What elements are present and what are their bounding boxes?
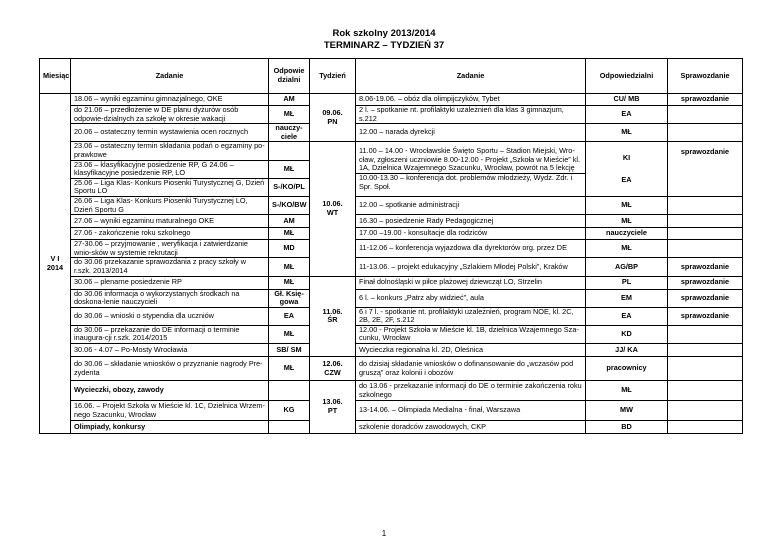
left-task-cell: 30.06 - 4.07 – Po-Mosty Wrocławia — [71, 344, 269, 357]
right-task-entry: 10.00-13.30 – konferencja dot. problemów młodzieży, Wydz. Zdr. i Spr. Społ. — [356, 173, 585, 191]
document-title: Rok szkolny 2013/2014 — [332, 28, 436, 39]
table-row — [40, 228, 743, 240]
right-task-cell: 16.30 – posiedzenie Rady Pedagogicznej — [356, 215, 586, 228]
left-responsible-cell: Gł. Księ-gowa — [269, 289, 310, 307]
week-day: PT — [327, 406, 338, 416]
report-cell: sprawozdanie — [668, 258, 743, 276]
right-responsible-cell: MŁ — [586, 381, 668, 401]
table-row — [40, 381, 743, 401]
right-responsible-cell: PL — [586, 276, 668, 289]
col-header-task-right: Zadanie — [356, 59, 586, 94]
right-responsible-cell: KD — [586, 325, 668, 343]
table-row — [40, 258, 743, 276]
week-day: PN — [327, 116, 338, 126]
left-responsible-cell: S-/KO/PL — [269, 178, 310, 196]
left-task-cell: 27-30.06 – przyjmowanie , weryfikacja i zatwierdzanie wnio-sków w systemie rekrutacji — [71, 240, 269, 258]
right-task-cell: 17.00 –19.00 - konsultacje dla rodziców — [356, 228, 586, 240]
report-cell — [668, 421, 743, 434]
month-cell — [40, 94, 71, 434]
right-responsible-cell: JJ/ KA — [586, 344, 668, 357]
week-day-cell — [310, 357, 356, 381]
left-task-cell: Wycieczki, obozy, zawody — [71, 381, 269, 401]
right-responsible-cell: nauczyciele — [586, 228, 668, 240]
left-responsible-cell — [269, 421, 310, 434]
right-responsible-entry: EA — [621, 175, 632, 185]
right-task-cell: 11-12.06 – konferencja wyjazdowa dla dyrektorów org. przez DE — [356, 240, 586, 258]
left-task-cell: do 30.06 – przekazanie do DE informacji o terminie inaugura-cji r.szk. 2014/2015 — [71, 325, 269, 343]
table-row — [40, 276, 743, 289]
report-cell — [668, 196, 743, 214]
table-row — [40, 240, 743, 258]
left-task-cell: do 30.06 – składanie wniosków o przyznanie nagrody Pre-zydenta — [71, 357, 269, 381]
left-responsible-cell: AM — [269, 94, 310, 106]
left-task-cell: Olimpiady, konkursy — [71, 421, 269, 434]
left-task-cell: 25.06 – Liga Klas- Konkurs Piosenki Turystycznej G, Dzień Sportu LO — [71, 178, 269, 196]
report-cell: sprawozdanie — [668, 307, 743, 325]
week-day-cell — [310, 142, 356, 276]
left-responsible-cell — [269, 381, 310, 401]
right-task-cell: szkolenie doradców zawodowych, CKP — [356, 421, 586, 434]
left-task-cell: 16.06. – Projekt Szkoła w Mieście kl. 1C, Dzielnica Wrzem-nego Szacunku, Wrocław — [71, 401, 269, 421]
right-responsible-cell: EM — [586, 289, 668, 307]
left-task-cell: 27.06 – wyniki egzaminu maturalnego OKE — [71, 215, 269, 228]
col-header-report: Sprawozdanie — [668, 59, 743, 94]
left-responsible-cell: MŁ — [269, 325, 310, 343]
col-header-task-left: Zadanie — [71, 59, 269, 94]
week-date: 09.06. — [322, 108, 343, 118]
table-row — [40, 421, 743, 434]
week-day-cell — [310, 276, 356, 357]
left-responsible-cell: EA — [269, 307, 310, 325]
table-row — [40, 357, 743, 381]
right-task-cell: 6 i 7 l. - spotkanie nt. profilaktyki uzależnień, program NOE, kl. 2C, 2B, 2E, 2F, s.212 — [356, 307, 586, 325]
col-header-month: Miesiąc — [40, 59, 71, 94]
right-task-cell: do 13.06 - przekazanie informacji do DE o terminie zakończenia roku szkolnego — [356, 381, 586, 401]
left-responsible-cell: MŁ — [269, 106, 310, 124]
right-task-cell: Finał dolnośląski w piłce plażowej dziewcząt LO, Strzelin — [356, 276, 586, 289]
week-date: 11.06. — [322, 306, 343, 316]
report-cell — [668, 325, 743, 343]
right-task-cell: 8.06-19.06. – obóz dla olimpijczyków, Tybet — [356, 94, 586, 106]
week-date: 12.06. — [322, 358, 343, 368]
table-row — [40, 401, 743, 421]
right-task-cell: 12.00 – spotkanie administracji — [356, 196, 586, 214]
left-task-cell: 27.06 - zakończenie roku szkolnego — [71, 228, 269, 240]
right-responsible-cell: MŁ — [586, 196, 668, 214]
col-header-week: Tydzień — [310, 59, 356, 94]
table-row — [40, 215, 743, 228]
report-entry: sprawozdanie — [680, 147, 730, 157]
right-task-cell: do dzisiaj składanie wniosków o dofinansowanie do „wczasów pod gruszą” oraz kolonii i obozów — [356, 357, 586, 381]
right-responsible-cell: BD — [586, 421, 668, 434]
right-responsible-entry: KI — [622, 152, 631, 162]
right-task-cell: Wycieczka regionalna kl. 2D, Oleśnica — [356, 344, 586, 357]
right-responsible-cell: CU/ MB — [586, 94, 668, 106]
right-responsible-cell: AG/BP — [586, 258, 668, 276]
right-task-cell: 12.00 – narada dyrekcji — [356, 124, 586, 142]
right-responsible-cell — [586, 142, 668, 197]
left-task-cell: do 30.06 informacja o wykorzystanych środkach na doskona-lenie nauczycieli — [71, 289, 269, 307]
left-responsible-cell: MŁ — [269, 276, 310, 289]
table-row — [40, 307, 743, 325]
report-cell — [668, 344, 743, 357]
right-task-cell: 13-14.06. – Olimpiada Medialna - finał, Warszawa — [356, 401, 586, 421]
schedule-table — [39, 58, 743, 434]
col-header-responsible-right: Odpowiedzialni — [586, 59, 668, 94]
table-row — [40, 196, 743, 214]
left-responsible-cell — [269, 142, 310, 160]
left-task-cell: do 21.06 – przedłożenie w DE planu dyżurów osób odpowie-dzialnych za szkołę w okresie wakacji — [71, 106, 269, 124]
left-responsible-cell: MŁ — [269, 228, 310, 240]
report-cell — [668, 106, 743, 124]
right-task-cell: 11-13.06. – projekt edukacyjny „Szlakiem Młodej Polski”, Kraków — [356, 258, 586, 276]
right-responsible-cell: MW — [586, 401, 668, 421]
report-cell — [668, 124, 743, 142]
document-subtitle: TERMINARZ – TYDZIEŃ 37 — [323, 40, 445, 51]
week-day-cell — [310, 94, 356, 142]
report-cell: sprawozdanie — [668, 289, 743, 307]
left-responsible-cell: AM — [269, 215, 310, 228]
left-task-cell: do 30.06 przekazanie sprawozdania z pracy szkoły w r.szk. 2013/2014 — [71, 258, 269, 276]
right-task-cell: 12.00 - Projekt Szkoła w Mieście kl. 1B, dzielnica Wzajemnego Sza-cunku, Wrocław — [356, 325, 586, 343]
right-responsible-cell: pracownicy — [586, 357, 668, 381]
right-responsible-cell: EA — [586, 307, 668, 325]
left-task-cell: 18.06 – wyniki egzaminu gimnazjalnego, OKE — [71, 94, 269, 106]
table-row — [40, 106, 743, 124]
week-date: 13.06. — [322, 397, 343, 407]
week-day: CZW — [324, 367, 341, 377]
table-row — [40, 325, 743, 343]
left-task-cell: 20.06 – ostateczny termin wystawienia ocen rocznych — [71, 124, 269, 142]
report-cell — [668, 240, 743, 258]
week-day-cell — [310, 381, 356, 434]
right-task-entry: 11.00 – 14.00 - Wrocławskie Święto Sportu – Stadion Miejski, Wro-cław, zgłoszeni uczniowie 8.00-12.00 - Projekt „Szkoła w Mieście” kl. 1A, Dzielnica Wzajemnego Szacunku, Wrocław, powrót na 5 lekcję — [359, 146, 581, 173]
left-responsible-cell: MD — [269, 240, 310, 258]
week-day: ŚR — [327, 315, 338, 325]
month-year: 2014 — [46, 262, 64, 272]
left-task-cell: 30.06 – plenarne posiedzenie RP — [71, 276, 269, 289]
left-task-cell: do 30.06 – wnioski o stypendia dla uczniów — [71, 307, 269, 325]
left-task-cell: 23.06 – klasyfikacyjne posiedzenie RP, G 24.06 – klasyfikacyjne posiedzenie RP, LO — [71, 160, 269, 178]
left-responsible-cell: MŁ — [269, 357, 310, 381]
month-label: V I — [50, 253, 60, 263]
table-row — [40, 94, 743, 106]
table-row — [40, 142, 743, 160]
right-task-cell: 6 l. – konkurs „Patrz aby widzieć”, aula — [356, 289, 586, 307]
week-day: WT — [326, 207, 339, 217]
report-cell — [668, 215, 743, 228]
report-cell — [668, 142, 743, 197]
col-header-responsible-left: Odpowie dzialni — [269, 59, 310, 94]
left-task-cell: 23.06 – ostateczny termin składania podań o egzaminy po-prawkowe — [71, 142, 269, 160]
report-cell — [668, 401, 743, 421]
right-task-cell — [356, 142, 586, 197]
header-row — [40, 59, 743, 94]
page-number: 1 — [381, 529, 387, 538]
table-row — [40, 124, 743, 142]
right-task-cell: 2 l. – spotkanie nt. profilaktyki uzależnień dla klas 3 gimnazjum, s.212 — [356, 106, 586, 124]
left-task-cell: 26.06 – Liga Klas- Konkurs Piosenki Turystycznej LO, Dzień Sportu G — [71, 196, 269, 214]
right-responsible-cell: MŁ — [586, 240, 668, 258]
left-responsible-cell: MŁ — [269, 258, 310, 276]
right-responsible-cell: MŁ — [586, 215, 668, 228]
left-responsible-cell: S-/KO/BW — [269, 196, 310, 214]
left-responsible-cell: SB/ SM — [269, 344, 310, 357]
report-cell — [668, 357, 743, 381]
table-row — [40, 344, 743, 357]
report-cell: sprawozdanie — [668, 276, 743, 289]
right-responsible-cell: EA — [586, 106, 668, 124]
left-responsible-cell: MŁ — [269, 160, 310, 178]
report-cell — [668, 228, 743, 240]
right-responsible-cell: MŁ — [586, 124, 668, 142]
report-cell: sprawozdanie — [668, 94, 743, 106]
left-responsible-cell: KG — [269, 401, 310, 421]
report-cell — [668, 381, 743, 401]
week-date: 10.06. — [322, 199, 343, 209]
table-row — [40, 289, 743, 307]
left-responsible-cell: nauczy-ciele — [269, 124, 310, 142]
